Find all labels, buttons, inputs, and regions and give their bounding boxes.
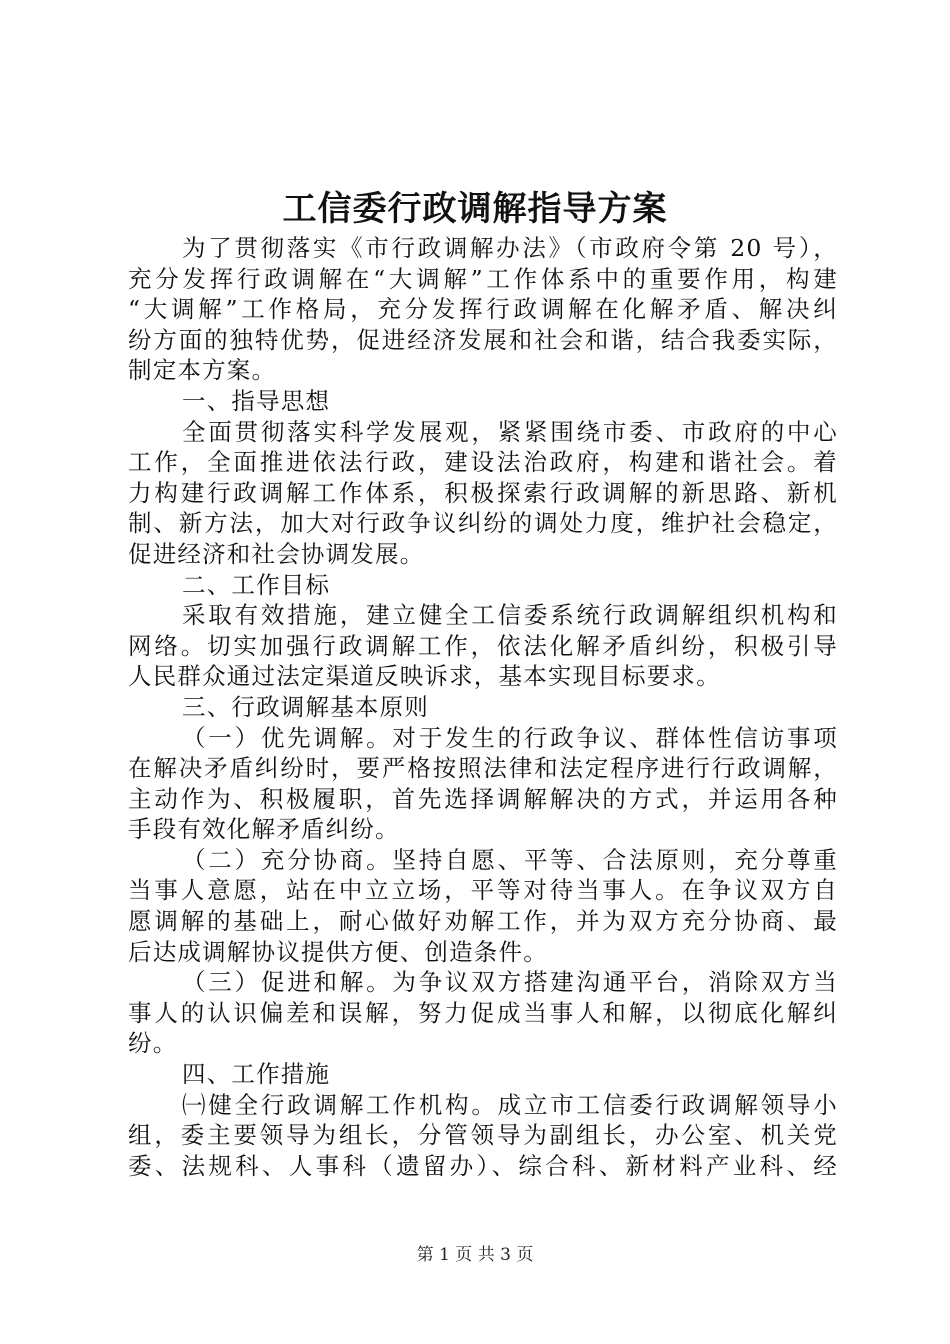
- body-line: 当事人意愿，站在中立立场，平等对待当事人。在争议双方自: [128, 876, 838, 905]
- page-number-footer: 第 1 页 共 3 页: [416, 1245, 534, 1265]
- document-body: [128, 233, 838, 1181]
- body-line: 网络。切实加强行政调解工作，依法化解矛盾纠纷，积极引导: [128, 631, 838, 660]
- document-title: 工信委行政调解指导方案: [282, 189, 668, 229]
- body-line: ㈠健全行政调解工作机构。成立市工信委行政调解领导小: [182, 1090, 838, 1119]
- section-heading: 二、工作目标: [182, 570, 331, 599]
- body-line: 事人的认识偏差和误解，努力促成当事人和解，以彻底化解纠: [128, 998, 838, 1027]
- body-line: 采取有效措施，建立健全工信委系统行政调解组织机构和: [182, 601, 838, 630]
- section-heading: 四、工作措施: [182, 1060, 331, 1089]
- body-line: 愿调解的基础上，耐心做好劝解工作，并为双方充分协商、最: [128, 907, 838, 936]
- body-line: 工作，全面推进依法行政，建设法治政府，构建和谐社会。着: [128, 448, 838, 477]
- body-line: “大调解”工作格局，充分发挥行政调解在化解矛盾、解决纠: [128, 295, 838, 324]
- body-line: 手段有效化解矛盾纠纷。: [128, 815, 400, 844]
- body-line: 力构建行政调解工作体系，积极探索行政调解的新思路、新机: [128, 478, 838, 507]
- body-line: 促进经济和社会协调发展。: [128, 539, 425, 568]
- section-heading: 一、指导思想: [182, 386, 331, 415]
- body-line: 在解决矛盾纠纷时，要严格按照法律和法定程序进行行政调解，: [128, 754, 838, 783]
- body-line: 组，委主要领导为组长，分管领导为副组长，办公室、机关党: [128, 1121, 838, 1150]
- body-line: 充分发挥行政调解在“大调解”工作体系中的重要作用，构建: [128, 264, 838, 293]
- body-line: 为了贯彻落实《市行政调解办法》（市政府令第 20 号），: [182, 234, 838, 262]
- body-line: （二）充分协商。坚持自愿、平等、合法原则，充分尊重: [182, 845, 838, 874]
- body-line: 委、法规科、人事科（遗留办）、综合科、新材料产业科、经: [128, 1151, 838, 1180]
- body-line: （三）促进和解。为争议双方搭建沟通平台，消除双方当: [182, 968, 838, 997]
- body-line: 人民群众通过法定渠道反映诉求，基本实现目标要求。: [128, 662, 721, 691]
- body-line: 主动作为、积极履职，首先选择调解解决的方式，并运用各种: [128, 784, 838, 813]
- body-line: 纷方面的独特优势，促进经济发展和社会和谐，结合我委实际，: [128, 325, 838, 354]
- body-line: 全面贯彻落实科学发展观，紧紧围绕市委、市政府的中心: [182, 417, 838, 446]
- body-line: 后达成调解协议提供方便、创造条件。: [128, 937, 548, 966]
- body-line: 制、新方法，加大对行政争议纠纷的调处力度，维护社会稳定，: [128, 509, 838, 538]
- body-line: 纷。: [128, 1029, 178, 1058]
- body-line: （一）优先调解。对于发生的行政争议、群体性信访事项: [182, 723, 838, 752]
- body-line: 制定本方案。: [128, 356, 277, 385]
- section-heading: 三、行政调解基本原则: [182, 692, 429, 721]
